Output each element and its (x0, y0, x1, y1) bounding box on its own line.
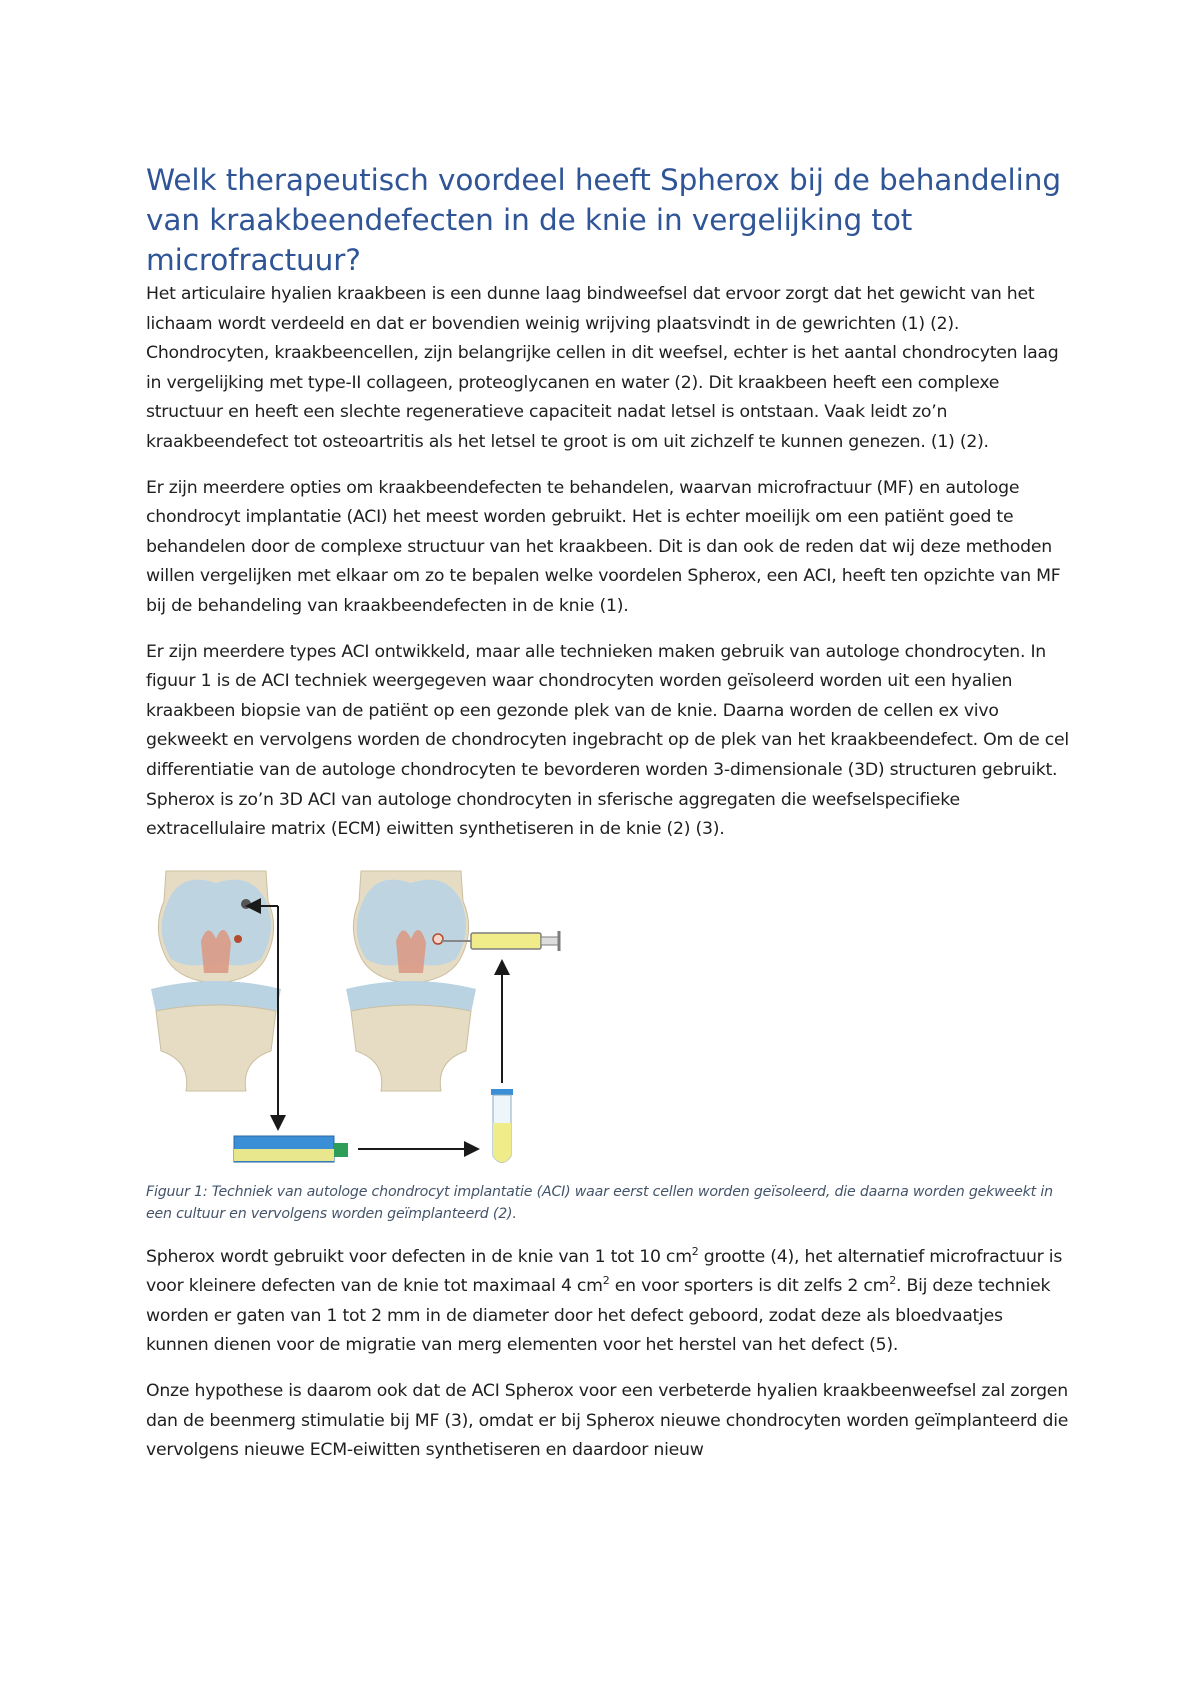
defect-text-1: Spherox wordt gebruikt voor defecten in de knie van 1 tot 10 cm (146, 1246, 692, 1267)
defect-text-2: grootte (4), het alternatief microfractuur is voor kleinere defecten van de knie tot maximaal 4 cm (146, 1246, 1063, 1297)
superscript-2: 2 (691, 1244, 699, 1258)
paragraph-intro: Het articulaire hyalien kraakbeen is een dunne laag bindweefsel dat ervoor zorgt dat het gewicht van het lichaam wordt verdeeld en dat er bovendien weinig wrijving plaatsvindt in de gewrichten (1) (2). Chondrocyten, kraakbeencellen, zijn belangrijke cellen in dit weefsel, echter is het aantal chondrocyten laag in vergelijking met type-II collageen, proteoglycanen en water (2). Dit kraakbeen heeft een complexe structuur en heeft een slechte regeneratieve capaciteit nadat letsel is ontstaan. Vaak leidt zo’n kraakbeendefect tot osteoartritis als het letsel te groot is om uit zichzelf te kunnen genezen. (1) (2). (146, 284, 1059, 452)
test-tube-icon (491, 1089, 513, 1163)
paragraph-options: Er zijn meerdere opties om kraakbeendefecten te behandelen, waarvan microfractuur (MF) en autologe chondrocyt implantatie (ACI) het meest worden gebruikt. Het is echter moeilijk om een patiënt goed te behandelen door de complexe structuur van het kraakbeen. Dit is dan ook de reden dat wij deze methoden willen vergelijken met elkaar om zo te bepalen welke voordelen Spherox, een ACI, heeft ten opzichte van MF bij de behandeling van kraakbeendefecten in de knie (1). (146, 477, 1061, 616)
aci-illustration (146, 861, 606, 1171)
document-title: Welk therapeutisch voordeel heeft Spherox bij de behandeling van kraakbeendefecten in de knie in vergelijking tot microfractuur? (146, 163, 1061, 277)
paragraph-defect-size (146, 1243, 1070, 1361)
figure-caption: Figuur 1: Techniek van autologe chondrocyt implantatie (ACI) waar eerst cellen worden geïsoleerd, die daarna worden gekweekt in een cultuur en vervolgens worden geïmplanteerd (2). (146, 1183, 1053, 1222)
culture-flask-icon (234, 1136, 348, 1162)
paragraph-hypothesis: Onze hypothese is daarom ook dat de ACI Spherox voor een verbeterde hyalien kraakbeenweefsel zal zorgen dan de beenmerg stimulatie bij MF (3), omdat er bij Spherox nieuwe chondrocyten worden geïmplanteerd die vervolgens nieuwe ECM-eiwitten synthetiseren en daardoor nieuw (146, 1381, 1069, 1461)
defect-text-4: . Bij deze techniek worden er gaten van 1 tot 2 mm in de diameter door het defect geboord, zodat deze als bloedvaatjes kunnen dienen voor de migratie van merg elementen voor het herstel van het defect (5). (146, 1276, 1051, 1356)
defect-text-3: en voor sporters is dit zelfs 2 cm (609, 1276, 890, 1297)
document-content (146, 160, 1070, 1482)
paragraph-aci-types: Er zijn meerdere types ACI ontwikkeld, maar alle technieken maken gebruik van autologe chondrocyten. In figuur 1 is de ACI techniek weergegeven waar chondrocyten worden geïsoleerd worden uit een hyalien kraakbeen biopsie van de patiënt op een gezonde plek van de knie. Daarna worden de cellen ex vivo gekweekt en vervolgens worden de chondrocyten ingebracht op de plek van het kraakbeendefect. Om de cel differentiatie van de autologe chondrocyten te bevorderen worden 3-dimensionale (3D) structuren gebruikt. Spherox is zo’n 3D ACI van autologe chondrocyten in sferische aggregaten die weefselspecifieke extracellulaire matrix (ECM) eiwitten synthetiseren in de knie (2) (3). (146, 641, 1069, 840)
knee-joint-implantation-image (346, 871, 476, 1091)
figure-1-aci-technique (146, 861, 606, 1171)
superscript-2: 2 (889, 1274, 896, 1288)
superscript-2: 2 (602, 1274, 610, 1288)
knee-joint-biopsy-image (151, 871, 281, 1091)
